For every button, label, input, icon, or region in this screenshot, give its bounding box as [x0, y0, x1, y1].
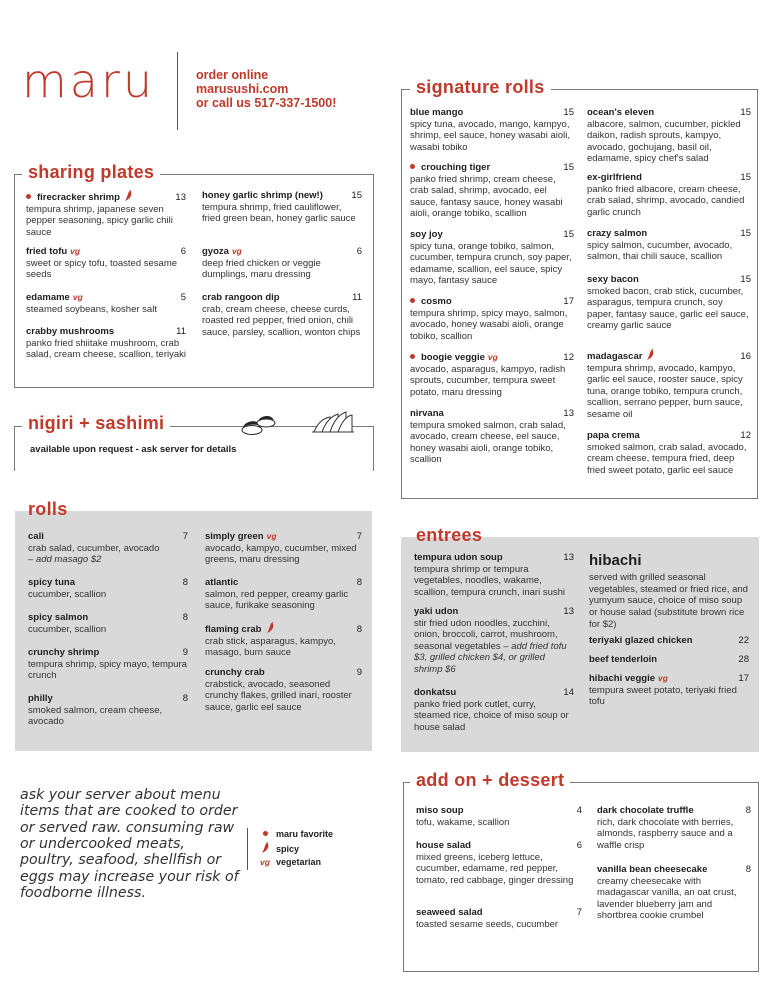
menu-item [587, 349, 751, 420]
item-name: dark chocolate truffle [597, 805, 694, 816]
sashimi-slices-icon [310, 408, 356, 436]
menu-item [202, 246, 362, 281]
menu-item [28, 577, 188, 600]
item-price: 6 [576, 840, 582, 851]
order-online-text: order online [196, 68, 269, 82]
item-name: vanilla bean cheesecake [597, 864, 708, 875]
item-price: 7 [576, 907, 582, 918]
menu-item [28, 693, 188, 728]
header-divider [177, 52, 178, 130]
legend-item [258, 828, 333, 842]
item-price: 13 [563, 552, 574, 563]
item-name: tempura udon soup [414, 552, 503, 563]
item-name: crab rangoon dip [202, 292, 280, 303]
item-name: soy joy [410, 229, 443, 240]
item-name: flaming crab [205, 624, 262, 635]
legend-item [258, 842, 333, 857]
item-name: crunchy shrimp [28, 647, 100, 658]
item-desc: panko fried pork cutlet, curry, steamed rice, choice of miso soup or house salad [414, 698, 569, 733]
item-desc: toasted sesame seeds, cucumber [416, 918, 559, 930]
item-price: 8 [182, 612, 188, 623]
item-desc: sweet or spicy tofu, toasted sesame seeds [26, 257, 178, 281]
menu-item [28, 612, 188, 635]
item-price: 6 [356, 246, 362, 257]
item-name: ocean's eleven [587, 107, 655, 118]
item-desc: spicy tuna, orange tobiko, salmon, cucumber, tempura crunch, soy paper, edamame, scallion, eel sauce, spicy mayo, fantasy sauce [410, 240, 572, 287]
item-desc: cucumber, scallion [28, 623, 107, 635]
menu-item [26, 246, 186, 281]
item-price: 16 [740, 351, 751, 362]
brand-logo: maru [22, 54, 156, 108]
item-price: 14 [563, 687, 574, 698]
nigiri-title: nigiri + sashimi [22, 414, 170, 432]
item-desc: panko fried albacore, cream cheese, crab salad, shrimp, avocado, candied garlic crunch [587, 183, 745, 218]
item-desc: crabstick, avocado, seasoned crunchy flakes, grilled inari, rooster sauce, garlic eel sauce [205, 678, 352, 713]
item-price: 13 [175, 192, 186, 203]
item-desc: tofu, wakame, scallion [416, 816, 510, 828]
item-desc: tempura shrimp, avocado, kampyo, garlic eel sauce, rooster sauce, spicy tuna, orange tobiko, tempura crunch, scallion, serrano pepper, burn sauce, sesame oil [587, 362, 743, 420]
menu-item [205, 667, 362, 713]
menu-item [414, 552, 574, 598]
item-price: 15 [740, 274, 751, 285]
chili-pepper-icon [646, 349, 655, 360]
item-name: fried tofu [26, 246, 68, 257]
item-desc: tempura smoked salmon, crab salad, avocado, cream cheese, eel sauce, honey wasabi aioli, orange tobiko, scallion [410, 419, 566, 466]
item-desc: smoked bacon, crab stick, cucumber, asparagus, tempura crunch, soy paper, fantasy sauce, garlic eel sauce, creamy garlic sauce [587, 285, 749, 332]
item-desc: tempura shrimp or tempura vegetables, noodles, wakame, scallion, tempura crunch, inari sushi [414, 563, 566, 598]
phone-text: or call us 517-337-1500! [196, 96, 337, 110]
item-desc: tempura sweet potato, teriyaki fried tofu [589, 684, 737, 708]
legend-label: vegetarian [276, 857, 322, 867]
allergy-notice: ask your server about menu items that are cooked to order or served raw. consuming raw or undercooked meats, poultry, seafood, shellfish or eggs may increase your risk of foodborne illness. [20, 787, 239, 901]
item-desc: tempura shrimp, spicy mayo, tempura crunch [28, 658, 187, 682]
menu-item [26, 326, 186, 361]
item-name: atlantic [205, 577, 239, 588]
item-price: 4 [576, 805, 582, 816]
item-name: crabby mushrooms [26, 326, 115, 337]
item-name: honey garlic shrimp (new!) [202, 190, 323, 201]
chili-pepper-icon [124, 190, 133, 201]
entrees-title: entrees [410, 526, 488, 544]
item-name: crazy salmon [587, 228, 648, 239]
item-desc: spicy tuna, avocado, mango, kampyo, shrimp, eel sauce, honey wasabi aioli, wasabi tobiko [410, 118, 571, 153]
menu-item [416, 907, 582, 930]
item-name: beef tenderloin [589, 654, 658, 665]
item-price: 9 [356, 667, 362, 678]
item-desc: spicy salmon, cucumber, avocado, salmon, thai chili sauce, scallion [587, 239, 733, 263]
hibachi-block [589, 552, 749, 630]
hibachi-title: hibachi [589, 552, 642, 569]
item-name: crunchy crab [205, 667, 265, 678]
item-desc: crab, cream cheese, cheese curds, roasted red pepper, fried onion, chili sauce, parsley, scallion, wonton chips [202, 303, 361, 338]
item-desc: albacore, salmon, cucumber, pickled daikon, radish sprouts, kampyo, avocado, gochujang, basil oil, edamame, spicy chef's salad [587, 118, 741, 165]
item-name: philly [28, 693, 53, 704]
item-price: 8 [745, 805, 751, 816]
menu-item [205, 577, 362, 612]
item-name: cosmo [421, 296, 452, 307]
item-desc: avocado, asparagus, kampyo, radish sprouts, cucumber, tempura sweet potato, maru dressing [410, 363, 566, 398]
menu-item [202, 190, 362, 225]
item-desc: deep fried chicken or veggie dumplings, maru dressing [202, 257, 321, 281]
item-desc: tempura shrimp, fried cauliflower, fried green bean, honey garlic sauce [202, 201, 356, 225]
vegetarian-icon: vg [487, 352, 498, 362]
item-name: edamame [26, 292, 70, 303]
item-name: gyoza [202, 246, 229, 257]
vegetarian-icon: vg [72, 292, 83, 302]
item-desc: steamed soybeans, kosher salt [26, 303, 157, 315]
menu-item [587, 274, 751, 332]
item-name: simply green [205, 531, 264, 542]
menu-item [410, 107, 574, 153]
item-name: firecracker shrimp [37, 192, 120, 203]
legend [247, 828, 333, 870]
nigiri-note: available upon request - ask server for details [30, 444, 237, 455]
menu-item [26, 292, 186, 315]
item-price: 15 [740, 107, 751, 118]
nigiri-sushi-icon [240, 412, 280, 438]
item-desc: tempura shrimp, spicy mayo, salmon, avocado, honey wasabi aioli, orange tobiko, scallion [410, 307, 568, 342]
favorite-dot-icon [258, 828, 272, 842]
vegetarian-icon: vg [266, 531, 277, 541]
item-price: 17 [563, 296, 574, 307]
legend-label: spicy [276, 843, 300, 854]
menu-item [410, 352, 574, 398]
item-name: miso soup [416, 805, 464, 816]
sharing-plates-title: sharing plates [22, 163, 160, 181]
menu-item [26, 190, 186, 238]
hibachi-desc: served with grilled seasonal vegetables, steamed or fried rice, and yumyum sauce, choice of miso soup or house salad (substitute brown rice for $2) [589, 572, 748, 630]
item-price: 11 [352, 292, 362, 303]
item-desc: rich, dark chocolate with berries, almonds, raspberry sauce and a waffle crisp [597, 816, 734, 851]
chili-pepper-icon [266, 622, 275, 633]
menu-item [410, 296, 574, 342]
menu-item [414, 687, 574, 733]
item-price: 13 [563, 606, 574, 617]
item-name: papa crema [587, 430, 640, 441]
menu-item [597, 805, 751, 851]
add-on-title: add on + dessert [410, 771, 570, 789]
item-desc: crab stick, asparagus, kampyo, masago, burn sauce [205, 635, 336, 659]
item-name: crouching tiger [421, 162, 491, 173]
menu-item [597, 864, 751, 922]
item-price: 15 [740, 228, 751, 239]
item-name: cali [28, 531, 44, 542]
item-addon: – add fried tofu $3, grilled chicken $4, or grilled shrimp $6 [414, 640, 567, 675]
item-name: nirvana [410, 408, 444, 419]
menu-item [416, 840, 582, 886]
menu-item [414, 606, 574, 675]
favorite-dot-icon [410, 354, 415, 359]
legend-label: maru favorite [276, 829, 334, 839]
item-name: sexy bacon [587, 274, 639, 285]
menu-item [587, 228, 751, 263]
item-name: boogie veggie [421, 352, 485, 363]
menu-item [589, 673, 749, 708]
menu-item [587, 172, 751, 218]
vegetarian-icon: vg [260, 857, 270, 867]
item-price: 15 [740, 172, 751, 183]
menu-item [205, 531, 362, 566]
item-name: teriyaki glazed chicken [589, 635, 693, 646]
menu-item [410, 229, 574, 287]
item-price: 17 [738, 673, 749, 684]
item-name: donkatsu [414, 687, 457, 698]
menu-item [202, 292, 362, 338]
item-price: 8 [182, 577, 188, 588]
item-price: 13 [563, 408, 574, 419]
item-addon: – add masago $2 [28, 554, 102, 566]
item-price: 15 [351, 190, 362, 201]
item-desc: cucumber, scallion [28, 588, 107, 600]
item-name: madagascar [587, 351, 643, 362]
rolls-title: rolls [22, 500, 74, 518]
item-price: 15 [563, 162, 574, 173]
chili-pepper-icon [258, 842, 272, 857]
menu-item [205, 622, 362, 659]
item-desc: salmon, red pepper, creamy garlic sauce, furikake seasoning [205, 588, 349, 612]
menu-item [416, 805, 582, 828]
item-desc: crab salad, cucumber, avocado [28, 542, 160, 554]
item-desc: smoked salmon, cream cheese, avocado [28, 704, 163, 728]
item-price: 15 [563, 229, 574, 240]
item-price: 8 [745, 864, 751, 875]
item-desc: panko fried shiitake mushroom, crab salad, cream cheese, scallion, teriyaki [26, 337, 186, 361]
item-name: house salad [416, 840, 471, 851]
item-price: 12 [563, 352, 574, 363]
item-price: 8 [356, 577, 362, 588]
item-desc: stir fried udon noodles, zucchini, onion, broccoli, carrot, mushroom, seasonal vegetables [414, 617, 558, 652]
vegetarian-icon: vg [231, 246, 242, 256]
item-price: 5 [180, 292, 186, 303]
item-name: blue mango [410, 107, 464, 118]
menu-item [589, 635, 749, 647]
favorite-dot-icon [26, 194, 31, 199]
signature-rolls-title: signature rolls [410, 78, 551, 96]
item-name: seaweed salad [416, 907, 483, 918]
vegetarian-icon: vg [658, 673, 668, 683]
legend-item [258, 856, 333, 870]
item-price: 9 [182, 647, 188, 658]
item-price: 11 [176, 326, 186, 337]
item-desc: creamy cheesecake with madagascar vanilla, an oat crust, lavender blueberry jam and shortbrea cookie crumbel [597, 875, 737, 922]
item-desc: avocado, kampyo, cucumber, mixed greens, maru dressing [205, 542, 357, 566]
menu-item [410, 408, 574, 466]
item-name: yaki udon [414, 606, 459, 617]
item-price: 22 [738, 635, 749, 646]
menu-item [410, 162, 574, 220]
website-link[interactable]: marusushi.com [196, 82, 289, 96]
item-price: 15 [563, 107, 574, 118]
item-price: 8 [356, 624, 362, 635]
item-desc: smoked salmon, crab salad, avocado, cream cheese, tempura fried, deep fried sweet potato, garlic eel sauce [587, 441, 747, 476]
item-price: 8 [182, 693, 188, 704]
item-desc: panko fried shrimp, cream cheese, crab salad, shrimp, avocado, eel sauce, fantasy sauce, honey wasabi aioli, orange tobiko, scallion [410, 173, 563, 220]
menu-item [589, 654, 749, 666]
item-price: 7 [356, 531, 362, 542]
item-price: 12 [740, 430, 751, 441]
order-info [196, 68, 336, 110]
menu-item [28, 531, 188, 566]
item-desc: tempura shrimp, japanese seven pepper seasoning, spicy garlic chili sauce [26, 203, 173, 238]
menu-item [587, 107, 751, 165]
menu-item [587, 430, 751, 476]
favorite-dot-icon [410, 298, 415, 303]
item-price: 28 [738, 654, 749, 665]
item-name: spicy salmon [28, 612, 89, 623]
item-price: 6 [180, 246, 186, 257]
item-desc: mixed greens, iceberg lettuce, cucumber, edamame, red pepper, tomato, red cabbage, ginger dressing [416, 851, 574, 886]
item-name: spicy tuna [28, 577, 75, 588]
vegetarian-icon: vg [70, 246, 81, 256]
favorite-dot-icon [410, 164, 415, 169]
item-name: hibachi veggie [589, 673, 655, 684]
menu-item [28, 647, 188, 682]
item-name: ex-girlfriend [587, 172, 642, 183]
item-price: 7 [182, 531, 188, 542]
